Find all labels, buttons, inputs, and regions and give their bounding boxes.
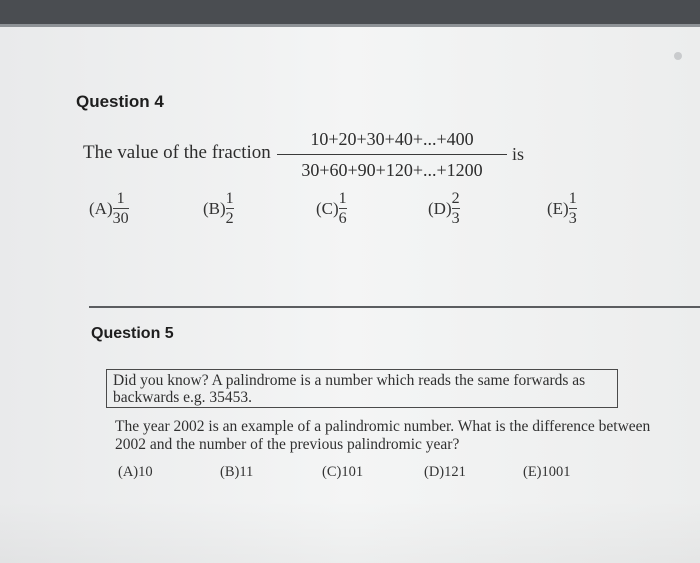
fraction-numerator: 10+20+30+40+...+400 [310, 129, 474, 149]
option-label: (B) [203, 198, 226, 218]
section-divider [89, 306, 700, 308]
option-label: (C) [316, 198, 339, 218]
question-4-option-d [428, 190, 460, 227]
smudge-mark [674, 52, 682, 60]
option-numerator: 1 [568, 190, 577, 207]
question-4-option-e [547, 190, 577, 227]
question-4-fraction [277, 127, 507, 182]
question-4-suffix: is [512, 144, 525, 164]
fraction-denominator: 30+60+90+120+...+1200 [301, 160, 483, 180]
option-fraction [569, 190, 577, 227]
question-4-option-c [316, 190, 347, 227]
bottom-shading [0, 500, 700, 563]
option-fraction-bar [226, 208, 234, 209]
option-fraction [226, 190, 234, 227]
option-denominator: 30 [112, 210, 129, 227]
option-fraction [452, 190, 460, 227]
option-numerator: 1 [338, 190, 347, 207]
option-denominator: 2 [225, 210, 234, 227]
top-dark-band [0, 0, 700, 24]
question-5-option-b: (B)11 [220, 464, 254, 480]
option-fraction [113, 190, 129, 227]
fraction-bar [277, 154, 507, 155]
option-label: (E) [547, 198, 569, 218]
option-numerator: 2 [451, 190, 460, 207]
option-denominator: 6 [338, 210, 347, 227]
question-5-option-c: (C)101 [322, 464, 364, 480]
option-label: (D) [428, 198, 452, 218]
question-5-option-a: (A)10 [118, 464, 153, 480]
question-5-body: The year 2002 is an example of a palindromic number. What is the difference between 2002 and the number of the previous palindromic year? [115, 418, 651, 453]
did-you-know-box: Did you know? A palindrome is a number which reads the same forwards as backwards e.g. 35453. [106, 369, 618, 408]
option-fraction-bar [339, 208, 347, 209]
question-5-option-e: (E)1001 [523, 464, 571, 480]
option-numerator: 1 [116, 190, 125, 207]
question-4-option-b [203, 190, 234, 227]
option-numerator: 1 [225, 190, 234, 207]
option-label: (A) [89, 198, 113, 218]
question-5-option-d: (D)121 [424, 464, 466, 480]
question-4-heading: Question 4 [76, 92, 164, 111]
question-4-option-a [89, 190, 129, 227]
question-5-heading: Question 5 [91, 325, 174, 342]
option-fraction-bar [113, 208, 129, 209]
option-denominator: 3 [451, 210, 460, 227]
option-fraction-bar [452, 208, 460, 209]
option-fraction-bar [569, 208, 577, 209]
option-denominator: 3 [568, 210, 577, 227]
question-4-prefix: The value of the fraction [83, 142, 271, 163]
option-fraction [339, 190, 347, 227]
